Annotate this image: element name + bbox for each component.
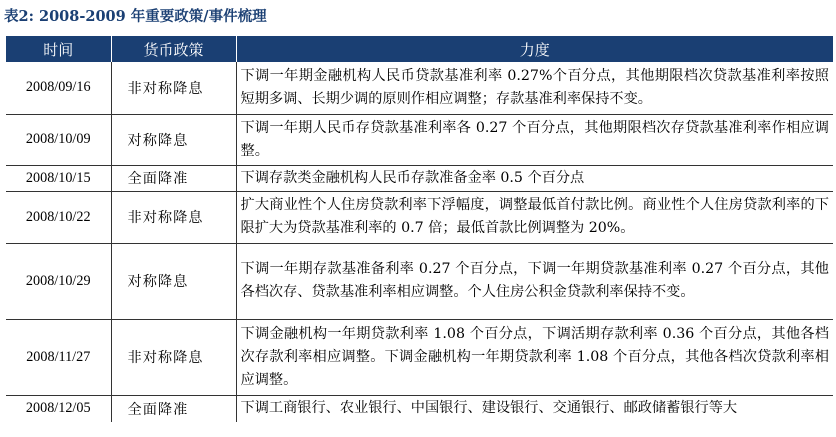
row-detail: 下调一年期人民币存贷款基准利率各 0.27 个百分点，其他期限档次存贷款基准利率作相应调整。	[236, 114, 833, 165]
row-detail: 下调金融机构一年期贷款利率 1.08 个百分点，下调活期存款利率 0.36 个百分点，其他各档次存款利率相应调整。下调金融机构一年期贷款利率 1.08 个百分点，其他各档次贷款利率相应调整。	[236, 319, 833, 395]
table-row	[6, 165, 833, 191]
table-header-row	[6, 36, 833, 62]
row-date: 2008/10/15	[6, 165, 111, 191]
table-row	[6, 319, 833, 395]
policy-table	[6, 36, 833, 422]
row-policy: 非对称降息	[111, 319, 236, 395]
row-date: 2008/10/22	[6, 191, 111, 243]
row-policy: 对称降息	[111, 243, 236, 319]
row-detail: 下调一年期存款基准备利率 0.27 个百分点，下调一年期贷款基准利率 0.27 个百分点，其他各档次存、贷款基准利率相应调整。个人住房公积金贷款利率保持不变。	[236, 243, 833, 319]
row-detail: 扩大商业性个人住房贷款利率下浮幅度，调整最低首付款比例。商业性个人住房贷款利率的下限扩大为贷款基准利率的 0.7 倍；最低首款比例调整为 20%。	[236, 191, 833, 243]
table-row	[6, 62, 833, 114]
row-policy: 全面降准	[111, 395, 236, 422]
row-date: 2008/11/27	[6, 319, 111, 395]
row-detail: 下调一年期金融机构人民币贷款基准利率 0.27%个百分点，其他期限档次贷款基准利率按照短期多调、长期少调的原则作相应调整；存款基准利率保持不变。	[236, 62, 833, 114]
row-detail: 下调工商银行、农业银行、中国银行、建设银行、交通银行、邮政储蓄银行等大	[236, 395, 833, 422]
row-date: 2008/09/16	[6, 62, 111, 114]
row-policy: 非对称降息	[111, 62, 236, 114]
row-date: 2008/10/09	[6, 114, 111, 165]
row-date: 2008/12/05	[25, 400, 91, 417]
row-policy: 对称降息	[111, 114, 236, 165]
table-row	[6, 395, 833, 422]
header-time: 时间	[6, 36, 111, 62]
header-strength: 力度	[236, 36, 833, 62]
row-date: 2008/10/29	[6, 243, 111, 319]
table-row	[6, 191, 833, 243]
row-policy: 非对称降息	[111, 191, 236, 243]
header-monetary-policy: 货币政策	[111, 36, 236, 62]
row-policy: 全面降准	[111, 165, 236, 191]
row-detail: 下调存款类金融机构人民币存款准备金率 0.5 个百分点	[236, 165, 833, 191]
table-caption: 表2: 2008-2009 年重要政策/事件梳理	[4, 8, 267, 25]
table-row	[6, 243, 833, 319]
table-row	[6, 114, 833, 165]
